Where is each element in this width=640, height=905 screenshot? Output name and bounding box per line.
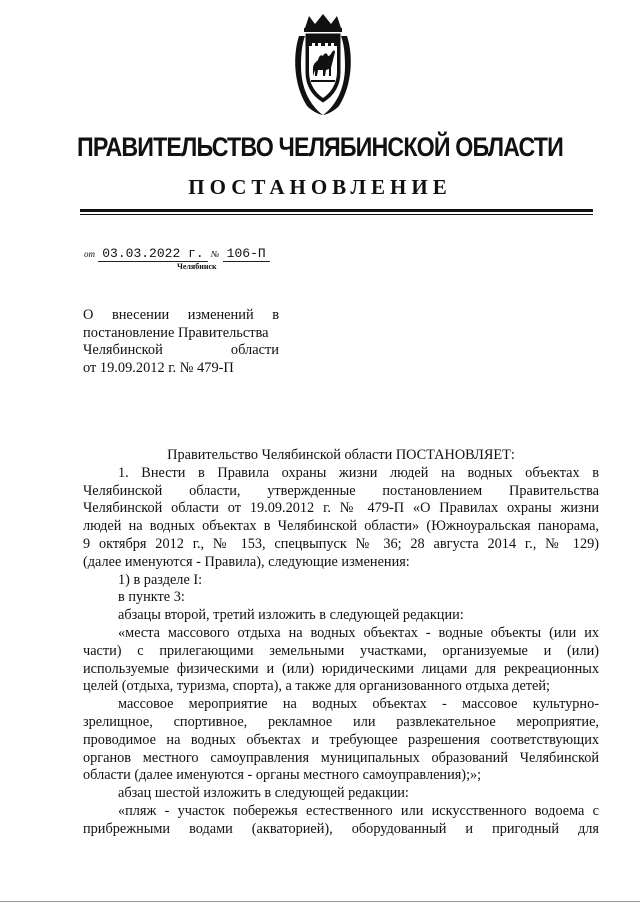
body-line: (далее именуются - Правила), следующие изменения: bbox=[83, 553, 410, 570]
body-line: органов местного самоуправления муниципальных образований Челябинской bbox=[83, 749, 599, 766]
document-type: ПОСТАНОВЛЕНИЕ bbox=[188, 175, 452, 199]
header-rule-thick bbox=[80, 209, 593, 212]
body-line: целей (отдыха, туризма, спорта), а также для организованного отдыха детей; bbox=[83, 678, 551, 695]
body-line: в пункте 3: bbox=[118, 589, 185, 606]
body-line: 1. Внести в Правила охраны жизни людей на водных объектах в bbox=[118, 464, 599, 481]
body-line: проводимое на водных объектах и требующее разрешения соответствующих bbox=[83, 731, 599, 748]
page-edge-line bbox=[0, 901, 640, 902]
body-line: Челябинской области, утвержденные постановлением Правительства bbox=[83, 482, 599, 499]
date-number-line bbox=[84, 245, 270, 262]
body-line: используемые физическими и (или) юридическими лицами для рекреационных bbox=[83, 660, 599, 677]
organization-title: ПРАВИТЕЛЬСТВО ЧЕЛЯБИНСКОЙ ОБЛАСТИ bbox=[77, 132, 563, 162]
number-prefix: № bbox=[210, 249, 220, 259]
body-line: абзацы второй, третий изложить в следующей редакции: bbox=[118, 607, 464, 624]
body-line: «пляж - участок побережья естественного или искусственного водоема с bbox=[118, 802, 599, 819]
header-rule-thin bbox=[80, 214, 593, 215]
body-line: Челябинской области от 19.09.2012 г. № 479-П «О Правилах охраны жизни bbox=[83, 500, 599, 517]
document-number: 106-П bbox=[223, 246, 270, 262]
body-line: 1) в разделе I: bbox=[118, 571, 203, 588]
subject-line: Челябинской области bbox=[83, 342, 279, 359]
subject-line: постановление Правительства bbox=[83, 324, 269, 341]
document-date: 03.03.2022 г. bbox=[98, 246, 207, 262]
subject-block bbox=[83, 307, 279, 378]
coat-of-arms-icon bbox=[293, 14, 353, 118]
body-line: людей на водных объектах в Челябинской области» (Южноуральская панорама, bbox=[83, 518, 599, 535]
body-line: области (далее именуются - органы местного самоуправления);»; bbox=[83, 767, 482, 784]
body-line: массовое мероприятие на водных объектах - массовое культурно- bbox=[118, 696, 599, 713]
body-line: «места массового отдыха на водных объектах - водные объекты (или их bbox=[118, 624, 599, 641]
preamble: Правительство Челябинской области ПОСТАНОВЛЯЕТ: bbox=[167, 447, 515, 463]
body-line: прибрежными водами (акваторией), оборудованный и пригодный для bbox=[83, 820, 599, 837]
body-line: 9 октября 2012 г., № 153, спецвыпуск № 36; 28 августа 2014 г., № 129) bbox=[83, 535, 599, 552]
city: Челябинск bbox=[177, 262, 217, 271]
subject-line: от 19.09.2012 г. № 479-П bbox=[83, 360, 234, 377]
body-line: зрелищное, спортивное, рекламное или развлекательное мероприятие, bbox=[83, 713, 599, 730]
date-prefix: от bbox=[84, 249, 95, 259]
document-body bbox=[83, 447, 599, 839]
subject-line: О внесении изменений в bbox=[83, 307, 279, 323]
body-line: части) с прилегающими земельными участками, организуемые и (или) bbox=[83, 642, 599, 659]
body-line: абзац шестой изложить в следующей редакции: bbox=[118, 785, 409, 802]
